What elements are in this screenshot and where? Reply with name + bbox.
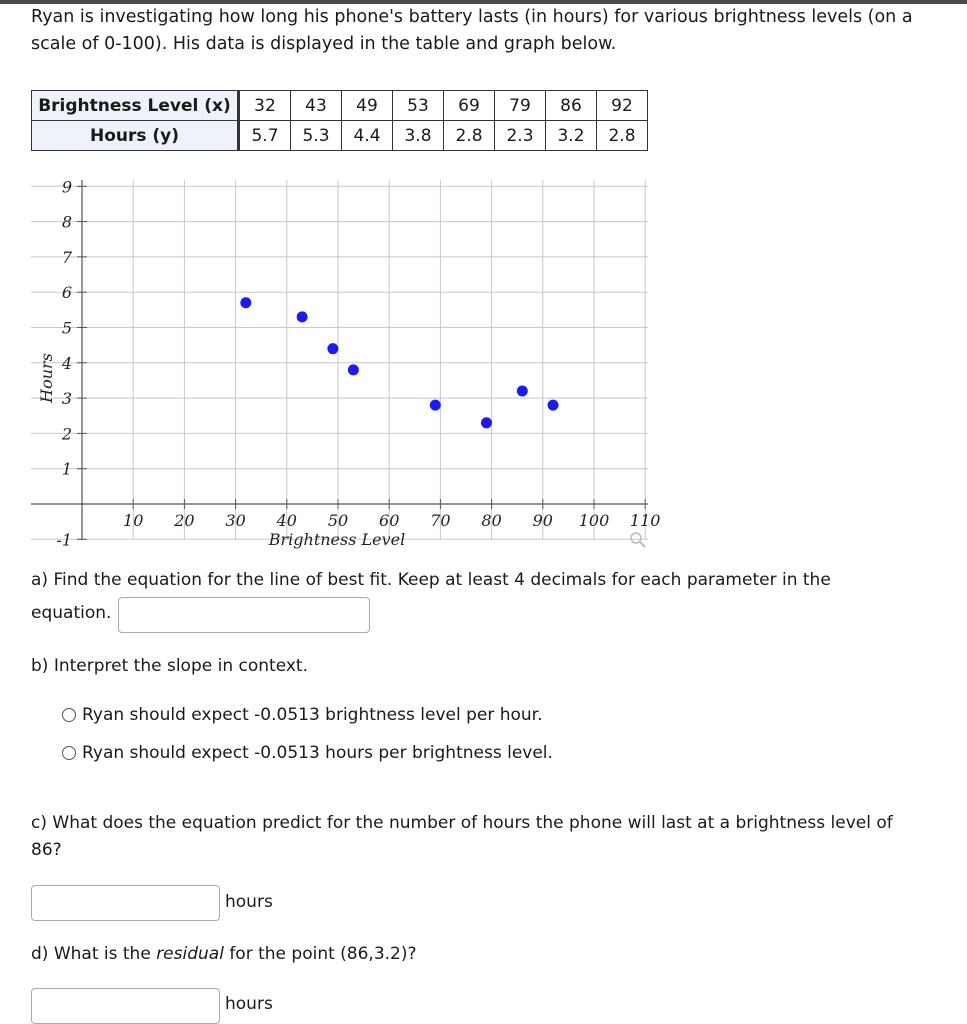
- x-cell: 86: [546, 91, 597, 121]
- x-tick-label: 90: [532, 511, 553, 530]
- residual-input[interactable]: [31, 988, 220, 1024]
- data-point: [297, 311, 308, 322]
- scatter-plot: [0, 170, 680, 555]
- data-point: [548, 400, 559, 411]
- slope-option-2[interactable]: [62, 743, 553, 763]
- y-cell: 2.8: [444, 121, 495, 151]
- radio-button[interactable]: [62, 708, 76, 722]
- y-tick-label: 1: [61, 459, 72, 479]
- question-d-suffix: for the point (86,3.2)?: [223, 944, 417, 964]
- x-cell: 49: [342, 91, 393, 121]
- x-cell: 43: [291, 91, 342, 121]
- question-d-prefix: d) What is the: [31, 944, 157, 964]
- y-tick-label: 2: [61, 424, 72, 444]
- y-cell: 2.3: [495, 121, 546, 151]
- x-cell: 92: [597, 91, 648, 121]
- x-tick-label: 110: [629, 511, 661, 530]
- x-tick-label: 20: [174, 511, 195, 530]
- data-point: [240, 297, 251, 308]
- y-tick-label: -1: [56, 530, 72, 550]
- y-tick-label: 3: [61, 389, 72, 409]
- y-tick-label: 9: [61, 177, 72, 197]
- x-cell: 69: [444, 91, 495, 121]
- grid: [31, 180, 648, 540]
- intro-text: Ryan is investigating how long his phone's battery lasts (in hours) for various brightness levels (on a scale of 0-100). His data is displayed in the table and graph below.: [31, 7, 913, 54]
- y-tick-label: 8: [61, 212, 72, 232]
- y-tick-label: 5: [61, 318, 72, 338]
- y-cell: 4.4: [342, 121, 393, 151]
- row-header-x: Brightness Level (x): [32, 91, 239, 121]
- option-label: Ryan should expect -0.0513 hours per brightness level.: [82, 743, 553, 763]
- prediction-input[interactable]: [31, 885, 220, 921]
- radio-button[interactable]: [62, 746, 76, 760]
- x-cell: 53: [393, 91, 444, 121]
- y-tick-label: 6: [61, 283, 72, 303]
- x-tick-label: 100: [578, 511, 610, 530]
- data-point: [327, 343, 338, 354]
- residual-term: residual: [156, 944, 224, 964]
- x-tick-label: 70: [430, 511, 451, 530]
- y-cell: 3.8: [393, 121, 444, 151]
- x-tick-label: 40: [276, 511, 297, 530]
- question-a: a) Find the equation for the line of best fit. Keep at least 4 decimals for each parameter in the equation.: [31, 570, 831, 623]
- question-b: b) Interpret the slope in context.: [31, 656, 308, 676]
- question-c: c) What does the equation predict for the number of hours the phone will last at a brightness level of 86?: [31, 813, 893, 860]
- x-tick-label: 60: [379, 511, 400, 530]
- y-cell: 3.2: [546, 121, 597, 151]
- data-point: [430, 400, 441, 411]
- x-axis-label: Brightness Level: [268, 530, 406, 549]
- equation-input[interactable]: [118, 597, 370, 633]
- y-cell: 5.3: [291, 121, 342, 151]
- x-cell: 79: [495, 91, 546, 121]
- zoom-icon[interactable]: [631, 533, 645, 547]
- x-tick-label: 80: [481, 511, 502, 530]
- table-row-x: [32, 91, 648, 121]
- x-tick-label: 50: [327, 511, 349, 530]
- residual-unit: hours: [225, 994, 273, 1014]
- axes: [31, 180, 648, 540]
- option-label: Ryan should expect -0.0513 brightness level per hour.: [82, 705, 543, 725]
- data-point: [348, 364, 359, 375]
- row-header-y: Hours (y): [32, 121, 239, 151]
- x-cell: 32: [239, 91, 291, 121]
- x-tick-label: 10: [123, 511, 144, 530]
- y-cell: 2.8: [597, 121, 648, 151]
- x-tick-label: 30: [225, 511, 246, 530]
- y-tick-label: 7: [61, 247, 72, 267]
- data-table: [31, 90, 648, 151]
- question-d: [31, 938, 417, 971]
- y-tick-label: 4: [61, 353, 72, 373]
- y-cell: 5.7: [239, 121, 291, 151]
- data-point: [481, 417, 492, 428]
- y-axis-label: Hours: [37, 353, 56, 403]
- data-point: [517, 386, 528, 397]
- table-row-y: [32, 121, 648, 151]
- prediction-unit: hours: [225, 892, 273, 912]
- slope-option-1[interactable]: [62, 705, 543, 725]
